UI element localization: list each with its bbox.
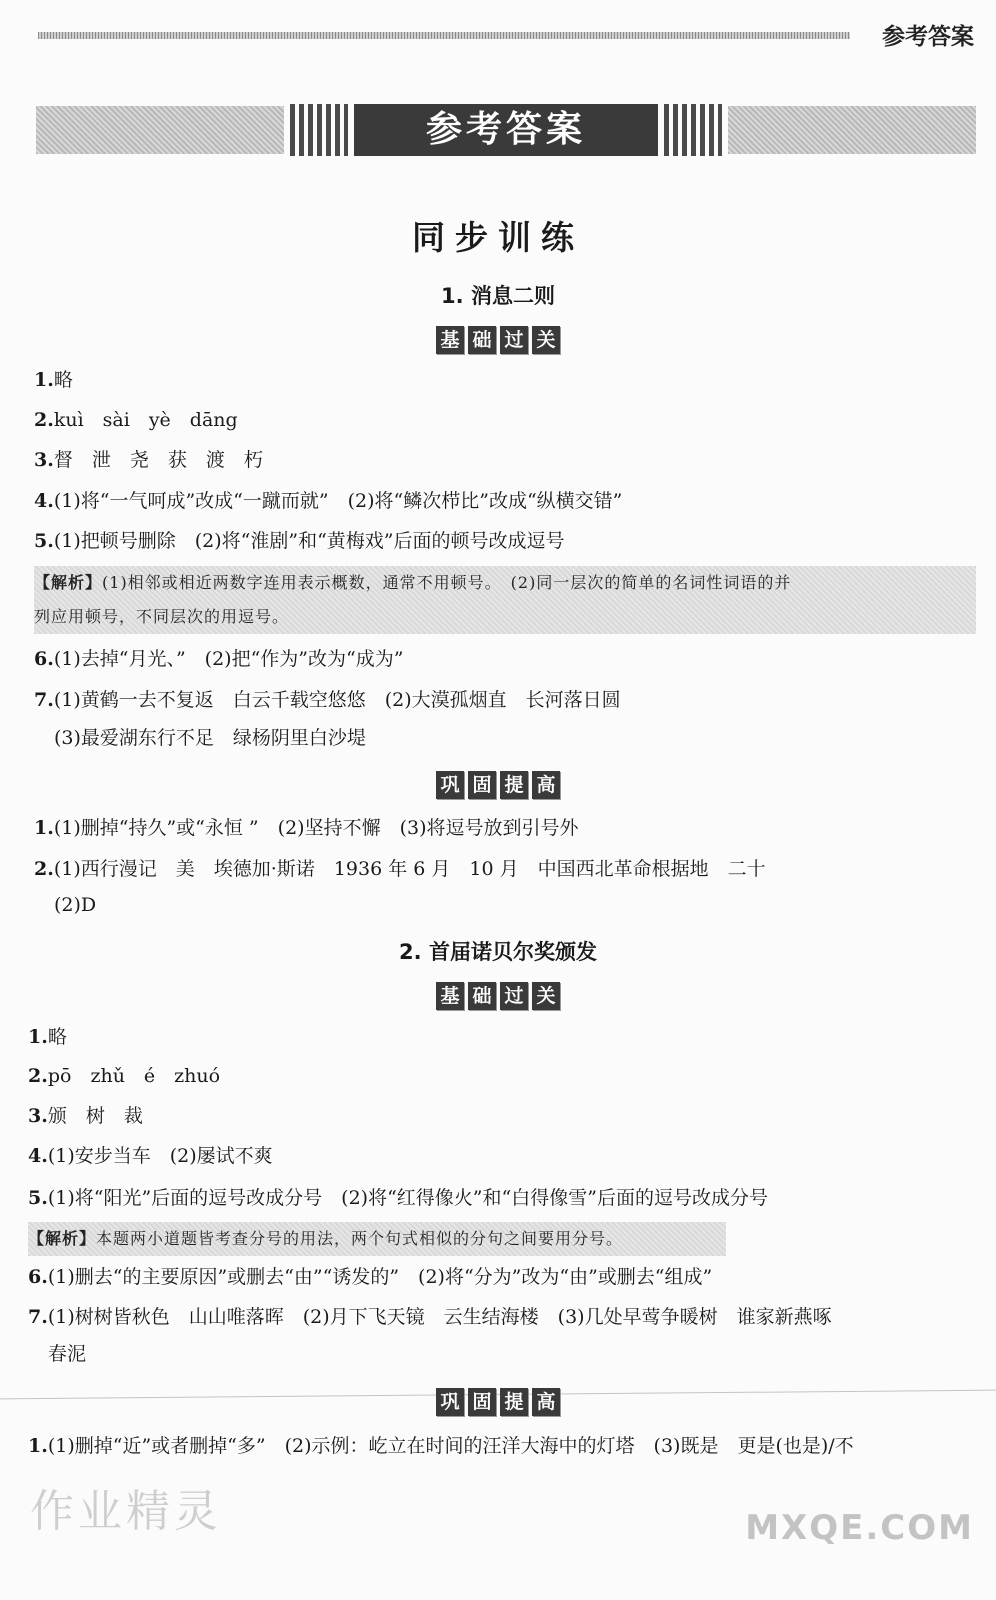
tag-char: 提 (500, 771, 528, 799)
banner-hatch-left (36, 106, 284, 154)
analysis-tag: 【解析】 (34, 573, 103, 592)
answer-line: 4.(1)将“一气呵成”改成“一蹴而就” (2)将“鳞次栉比”改成“纵横交错” (34, 490, 623, 512)
tag-char: 础 (468, 326, 496, 354)
lesson-1-basic-tag (0, 326, 996, 354)
answer-line: 6.(1)去掉“月光、” (2)把“作为”改为“成为” (34, 648, 404, 670)
analysis-tag: 【解析】 (28, 1229, 97, 1248)
answer-line: 5.(1)把顿号删除 (2)将“淮剧”和“黄梅戏”后面的顿号改成逗号 (34, 530, 565, 552)
watermark-right: MXQE.COM (745, 1508, 974, 1548)
tag-char: 高 (532, 1388, 560, 1416)
analysis-text: (1)相邻或相近两数字连用表示概数，通常不用顿号。 (2)同一层次的简单的名词性词语的并 (102, 573, 792, 592)
tag-char: 过 (500, 982, 528, 1010)
tag-char: 提 (500, 1388, 528, 1416)
tag-char: 巩 (436, 1388, 464, 1416)
answer-line: 3.颁 树 裁 (28, 1105, 143, 1127)
answer-line: 2.kuì sài yè dāng (34, 409, 238, 431)
lesson-2-basic-tag (0, 982, 996, 1010)
tag-char: 基 (436, 982, 464, 1010)
answers-banner (36, 104, 976, 156)
lesson-1-adv-tag (0, 771, 996, 799)
answer-line: 2.(1)西行漫记 美 埃德加·斯诺 1936 年 6 月 10 月 中国西北革命根据地 二十 (34, 858, 766, 880)
answer-line: 1.(1)删掉“近”或者删掉“多” (2)示例：屹立在时间的汪洋大海中的灯塔 (3)既是 更是(也是)/不 (28, 1435, 854, 1457)
banner-bars-right (664, 104, 722, 156)
answer-line: 春泥 (48, 1343, 87, 1365)
analysis-text: 本题两小道题皆考查分号的用法，两个句式相似的分句之间要用分号。 (96, 1229, 624, 1248)
answer-line: 4.(1)安步当车 (2)屡试不爽 (28, 1145, 273, 1167)
answer-line: 1.略 (28, 1026, 67, 1048)
answer-line: 1.(1)删掉“持久”或“永恒 ” (2)坚持不懈 (3)将逗号放到引号外 (34, 817, 579, 839)
lesson-2-title: 2. 首届诺贝尔奖颁发 (399, 940, 597, 964)
banner-bars-left (290, 104, 348, 156)
header-rule (38, 32, 850, 39)
tag-char: 础 (468, 982, 496, 1010)
banner-hatch-right (728, 106, 976, 154)
answer-line: 7.(1)树树皆秋色 山山唯落晖 (2)月下飞天镜 云生结海楼 (3)几处早莺争暖树 谁家新燕啄 (28, 1306, 832, 1328)
tag-char: 巩 (436, 771, 464, 799)
tag-char: 固 (468, 771, 496, 799)
lesson-1-title: 1. 消息二则 (441, 284, 555, 308)
answer-line: 3.督 泄 尧 获 渡 朽 (34, 449, 263, 471)
answer-line: 6.(1)删去“的主要原因”或删去“由”“诱发的” (2)将“分为”改为“由”或删去“组成” (28, 1266, 713, 1288)
analysis-box (28, 1222, 726, 1256)
tag-char: 高 (532, 771, 560, 799)
answer-line: 5.(1)将“阳光”后面的逗号改成分号 (2)将“红得像火”和“白得像雪”后面的逗号改成分号 (28, 1187, 768, 1209)
lesson-2-adv-tag (0, 1388, 996, 1416)
answer-line: 7.(1)黄鹤一去不复返 白云千载空悠悠 (2)大漠孤烟直 长河落日圆 (34, 689, 621, 711)
header-label: 参考答案 (882, 24, 974, 50)
watermark-left: 作业精灵 (30, 1486, 222, 1537)
tag-char: 关 (532, 326, 560, 354)
answer-line: (3)最爱湖东行不足 绿杨阴里白沙堤 (54, 727, 366, 749)
analysis-box (34, 566, 976, 634)
answer-line: (2)D (54, 894, 97, 916)
answer-line: 2.pō zhǔ é zhuó (28, 1065, 221, 1087)
tag-char: 过 (500, 326, 528, 354)
analysis-text: 列应用顿号，不同层次的用逗号。 (34, 607, 290, 626)
section-title: 同步训练 (412, 218, 584, 257)
tag-char: 基 (436, 326, 464, 354)
answer-line: 1.略 (34, 369, 73, 391)
tag-char: 关 (532, 982, 560, 1010)
banner-title: 参考答案 (354, 104, 658, 156)
tag-char: 固 (468, 1388, 496, 1416)
